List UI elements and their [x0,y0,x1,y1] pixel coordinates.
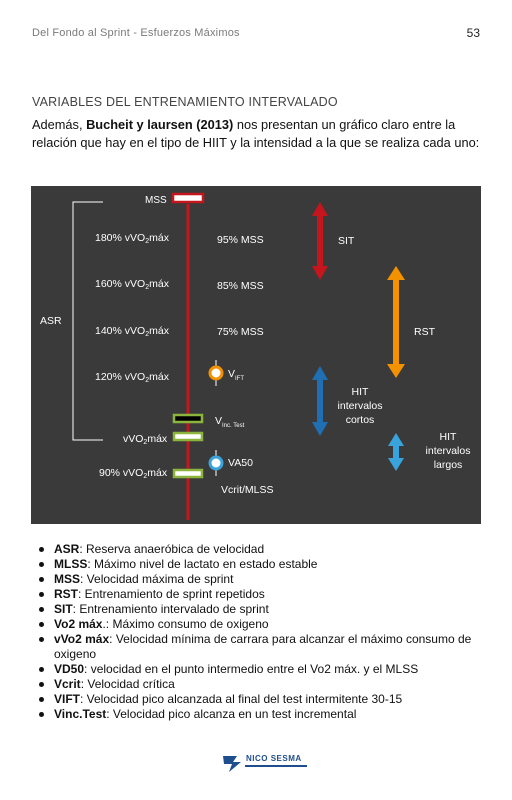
label-vift: $V_{IFT}$ [228,368,245,382]
section-title: VARIABLES DEL ENTRENAMIENTO INTERVALADO [32,95,338,109]
intro-text-before: Además, [32,117,87,132]
vvo2max-marker [174,433,202,440]
list-item: VIFT: Velocidad pico alcanzada al final del test intermitente 30-15 [36,692,496,707]
list-item: RST: Entrenamiento de sprint repetidos [36,587,496,602]
page-number: 53 [466,26,480,40]
label-va50: VA50 [228,457,253,469]
va50-pin-icon [210,450,222,476]
label-75-mss: 75% MSS [217,326,264,338]
intro-citation: Bucheit y laursen (2013) [86,117,234,132]
label-vvo2max: vVO$_2$máx [123,433,168,446]
mss-label: MSS [145,195,167,206]
list-item: ASR: Reserva anaeróbica de velocidad [36,542,496,557]
sit-range-arrow [312,202,328,280]
intro-paragraph [32,116,484,152]
list-item: VD50: velocidad en el punto intermedio entre el Vo2 máx. y el MLSS [36,662,496,677]
running-header-title: Del Fondo al Sprint - Esfuerzos Máximos [32,27,240,39]
label-180-vvo2max: 180% vVO$_2$máx [95,232,169,245]
list-item: MLSS: Máximo nivel de lactato en estado estable [36,557,496,572]
label-vinc-test: $V_{Inc. Test}$ [215,415,245,429]
asr-label: ASR [40,315,62,327]
list-item: MSS: Velocidad máxima de sprint [36,572,496,587]
mss-marker [173,194,203,202]
label-hit-short: HIT intervalos cortos [337,386,383,426]
label-120-vvo2max: 120% vVO$_2$máx [95,371,169,384]
label-rst: RST [414,326,435,338]
vift-pin-icon [210,360,222,386]
label-140-vvo2max: 140% vVO$_2$máx [95,325,169,338]
vinc-test-marker [174,415,202,422]
intro-text-after: nos presentan un gráfico claro entre la relación que hay en el tipo de HIIT y la intensidad a la que se realiza cada uno: [32,117,480,150]
label-95-mss: 95% MSS [217,234,264,246]
glossary-list [36,542,496,722]
label-160-vvo2max: 160% vVO$_2$máx [95,278,169,291]
label-vcrit-mlss: Vcrit/MLSS [221,484,274,496]
list-item: Vcrit: Velocidad crítica [36,677,496,692]
hiit-intensity-diagram [31,186,481,524]
label-hit-long: HIT intervalos largos [425,431,471,471]
label-85-mss: 85% MSS [217,280,264,292]
footer-logo [221,752,321,774]
hit-short-range-arrow [312,366,328,436]
list-item: SIT: Entrenamiento intervalado de sprint [36,602,496,617]
label-sit: SIT [338,235,355,247]
list-item: vVo2 máx: Velocidad mínima de carrara para alcanzar el máximo consumo de oxigeno [36,632,496,662]
list-item: Vo2 máx.: Máximo consumo de oxigeno [36,617,496,632]
label-90-vvo2max: 90% vVO$_2$máx [99,467,168,480]
hit-long-range-arrow [388,433,404,471]
list-item: Vinc.Test: Velocidad pico alcanza en un test incremental [36,707,496,722]
v90-marker [174,470,202,477]
rst-range-arrow [387,266,405,378]
logo-text: NICO SESMA [246,754,302,763]
